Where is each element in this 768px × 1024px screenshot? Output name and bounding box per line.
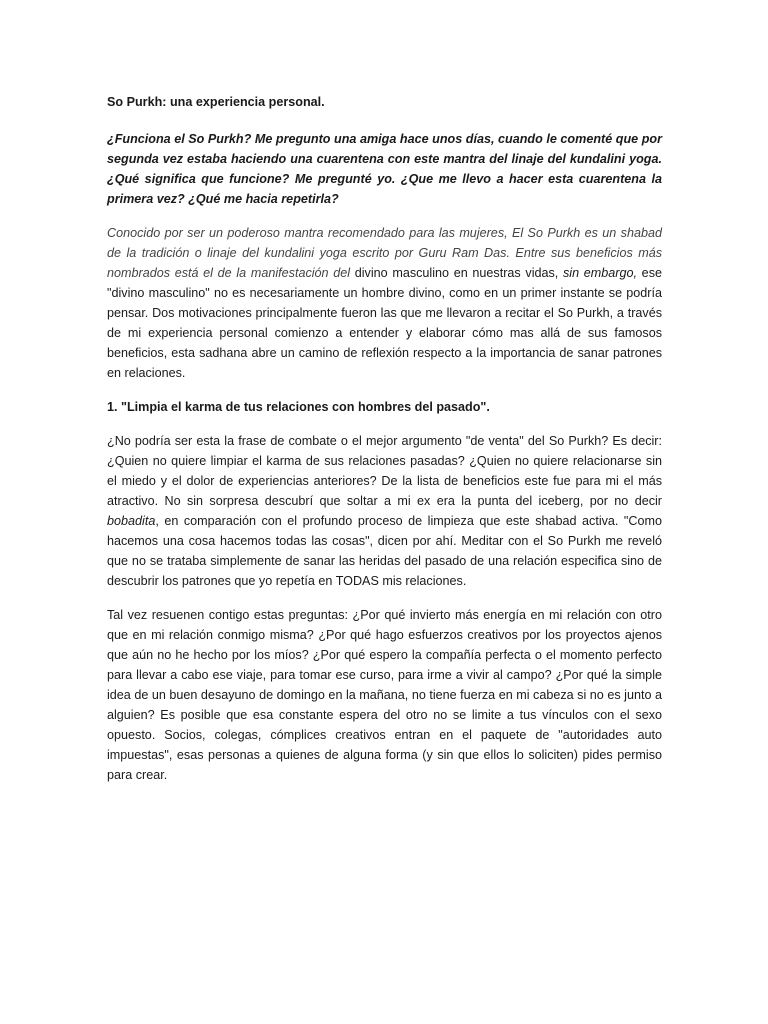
paragraph-3: Tal vez resuenen contigo estas preguntas: ¿Por qué invierto más energía en mi relación con otro que en mi relación conmigo misma? ¿Por qué hago esfuerzos creativos por los proyectos ajenos que aún no he hecho por los míos? ¿Por qué espero la compañía perfecta o el momento perfecto para llevar a cabo ese viaje, para tomar ese curso, para irme a vivir al campo? ¿Por qué la simple idea de un buen desayuno de domingo en la mañana, no tiene fuerza en mi cabeza si no es junto a alguien? Es posible que esa constante espera del otro no se limite a tus vínculos con el sexo opuesto. Socios, colegas, cómplices creativos entran en el paquete de "autoridades auto impuestas", esas personas a quienes de alguna forma (y sin que ellos lo soliciten) pides permiso para crear.	[107, 608, 662, 782]
paragraph-2-part-2: , en comparación con el profundo proceso de limpieza que este shabad activa. "Como hacemos una cosa hacemos todas las cosas", dicen por ahí. Meditar con el So Purkh me reveló que no se trataba simplemente de sanar las heridas del pasado de una relación especifica sino de descubrir los patrones que yo repetía en TODAS mis relaciones.	[107, 514, 662, 588]
paragraph-2	[107, 431, 662, 591]
paragraph-2-part-1: ¿No podría ser esta la frase de combate o el mejor argumento "de venta" del So Purkh? Es decir: ¿Quien no quiere limpiar el karma de sus relaciones pasadas? ¿Quien no quiere relacionarse sin el miedo y el dolor de experiencias anteriores? De la lista de beneficios este fue para mi el más atractivo. No sin sorpresa descubrí que soltar a mi ex era la punta del iceberg, por no decir	[107, 434, 662, 508]
section-heading-1: 1. "Limpia el karma de tus relaciones con hombres del pasado".	[107, 400, 490, 414]
paragraph-1-italic-phrase: sin embargo,	[563, 266, 637, 280]
paragraph-2-italic-word: bobadita	[107, 514, 156, 528]
document-page	[107, 92, 662, 799]
intro-paragraph: ¿Funciona el So Purkh? Me pregunto una amiga hace unos días, cuando le comenté que por segunda vez estaba haciendo una cuarentena con este mantra del linaje del kundalini yoga. ¿Qué significa que funcione? Me pregunté yo. ¿Que me llevo a hacer esta cuarentena la primera vez? ¿Qué me hacia repetirla?	[107, 132, 662, 206]
document-title: So Purkh: una experiencia personal.	[107, 95, 325, 109]
paragraph-1-rest: ese "divino masculino" no es necesariamente un hombre divino, como en un primer instante se podría pensar. Dos motivaciones principalmente fueron las que me llevaron a recitar el So Purkh, a través de mi experiencia personal comienzo a entender y elaborar cómo mas allá de sus famosos beneficios, esta sadhana abre un camino de reflexión respecto a la importancia de sanar patrones en relaciones.	[107, 266, 662, 380]
paragraph-1	[107, 223, 662, 383]
paragraph-1-text-part: divino masculino en nuestras vidas,	[350, 266, 563, 280]
paragraph-1-italic-part: Conocido por ser un poderoso mantra recomendado para las mujeres, El So Purkh es un shabad de la tradición o linaje del kundalini yoga escrito por Guru Ram Das. Entre sus beneficios más nombrados está el de la manifestación del	[107, 226, 662, 280]
